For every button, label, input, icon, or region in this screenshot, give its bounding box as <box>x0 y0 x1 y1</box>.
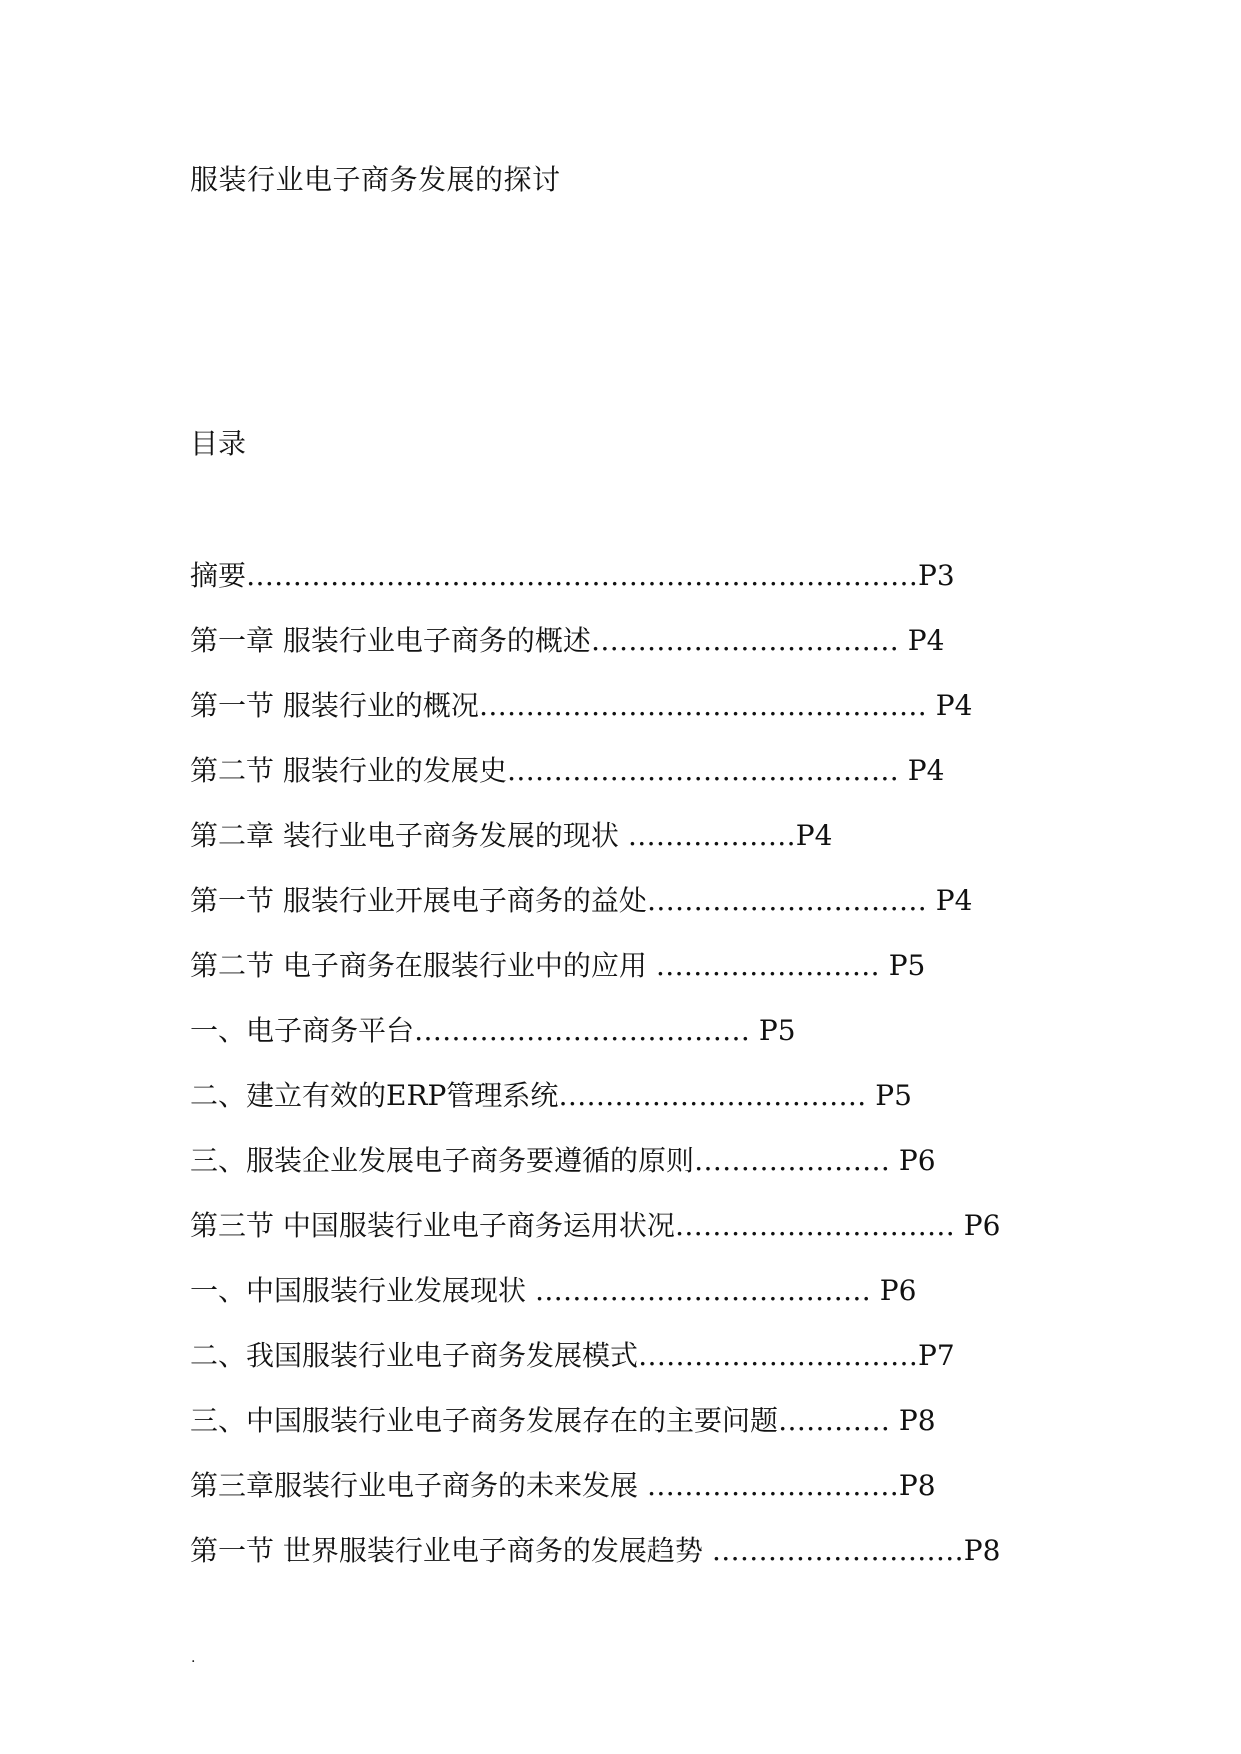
toc-entry: 第二节 服装行业的发展史…………………………………… P4 <box>190 754 945 787</box>
toc-entry: 第一节 服装行业开展电子商务的益处………………………… P4 <box>190 884 973 917</box>
toc-entry: 三、服装企业发展电子商务要遵循的原则………………… P6 <box>190 1144 936 1177</box>
toc-entry: 第二章 装行业电子商务发展的现状 ………………P4 <box>190 819 833 852</box>
toc-entry: 二、建立有效的ERP管理系统…………………………… P5 <box>190 1079 912 1112</box>
table-of-contents <box>190 556 1000 1596</box>
toc-entry: 第三节 中国服装行业电子商务运用状况………………………… P6 <box>190 1209 1001 1242</box>
toc-entry: 第三章服装行业电子商务的未来发展 ………………………P8 <box>190 1469 936 1502</box>
document-title: 服装行业电子商务发展的探讨 <box>190 163 561 196</box>
toc-entry: 一、中国服装行业发展现状 ……………………………… P6 <box>190 1274 917 1307</box>
toc-entry: 三、中国服装行业电子商务发展存在的主要问题………… P8 <box>190 1404 936 1437</box>
toc-entry: 摘要………………………………………………………………P3 <box>190 559 955 592</box>
toc-entry: 一、电子商务平台……………………………… P5 <box>190 1014 796 1047</box>
toc-heading: 目录 <box>190 427 247 460</box>
toc-entry: 第二节 电子商务在服装行业中的应用 …………………… P5 <box>190 949 926 982</box>
toc-entry: 第一章 服装行业电子商务的概述…………………………… P4 <box>190 624 945 657</box>
footer-mark: . <box>191 1650 196 1666</box>
toc-entry: 第一节 服装行业的概况………………………………………… P4 <box>190 689 973 722</box>
toc-entry: 二、我国服装行业电子商务发展模式…………………………P7 <box>190 1339 955 1372</box>
toc-entry: 第一节 世界服装行业电子商务的发展趋势 ………………………P8 <box>190 1534 1001 1567</box>
